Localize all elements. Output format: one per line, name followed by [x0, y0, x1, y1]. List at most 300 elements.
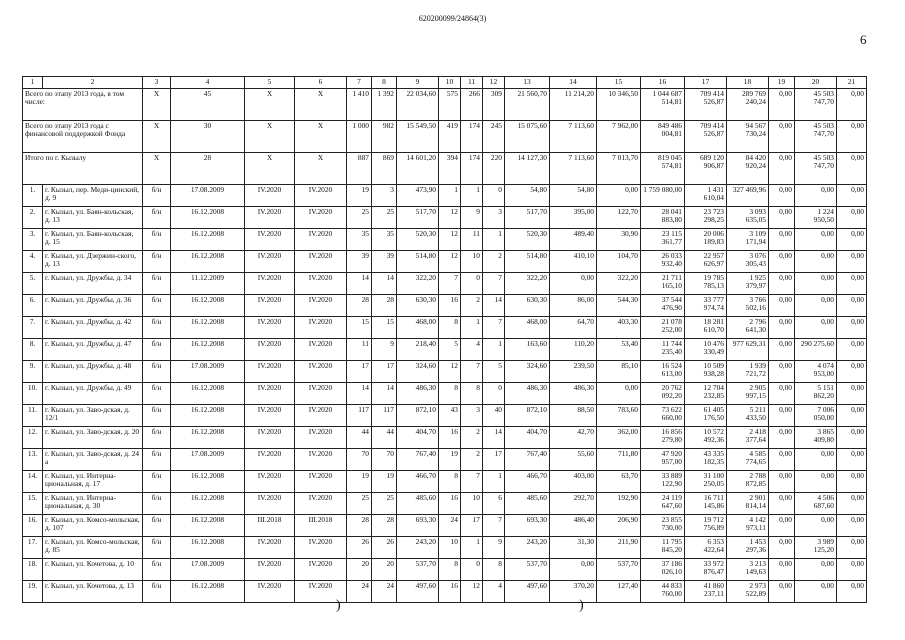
table-row [23, 185, 867, 207]
cell-c16: 819 045 574,81 [641, 153, 685, 185]
cell-c18: 3 109 171,94 [727, 229, 769, 251]
cell-c13: 21 560,70 [505, 89, 550, 121]
cell-c2: г. Кызыл, ул. Кочетова, д. 13 [43, 581, 143, 603]
cell-c7: 28 [347, 515, 372, 537]
cell-c10: 16 [439, 295, 461, 317]
cell-c16: 37 186 026,10 [641, 559, 685, 581]
cell-c12: 3 [483, 207, 505, 229]
cell-c10: 16 [439, 427, 461, 449]
cell-c20: 45 503 747,70 [795, 121, 837, 153]
cell-c19: 0,00 [769, 471, 795, 493]
cell-c20: 0,00 [795, 251, 837, 273]
cell-c19: 0,00 [769, 317, 795, 339]
cell-c1: 17. [23, 537, 43, 559]
column-number-4: 4 [171, 77, 245, 89]
cell-c7: 1 410 [347, 89, 372, 121]
cell-c12: 5 [483, 361, 505, 383]
column-number-21: 21 [837, 77, 867, 89]
cell-c2: г. Кызыл, ул. Дружбы, д. 48 [43, 361, 143, 383]
cell-c18: 84 420 920,24 [727, 153, 769, 185]
cell-c14: 11 214,20 [550, 89, 597, 121]
cell-c5: IV.2020 [245, 493, 295, 515]
cell-c11: 1 [461, 537, 483, 559]
cell-c21: 0,00 [837, 207, 867, 229]
cell-c5: IV.2020 [245, 295, 295, 317]
cell-c21: 0,00 [837, 185, 867, 207]
cell-c4: 17.08.2009 [171, 449, 245, 471]
cell-c17: 31 100 250,05 [685, 471, 727, 493]
summary-row [23, 153, 867, 185]
cell-c5: III.2018 [245, 515, 295, 537]
cell-c19: 0,00 [769, 185, 795, 207]
cell-c7: 17 [347, 361, 372, 383]
cell-c20: 0,00 [795, 295, 837, 317]
cell-c21: 0,00 [837, 229, 867, 251]
cell-c20: 5 151 862,20 [795, 383, 837, 405]
cell-c15: 10 346,50 [597, 89, 641, 121]
cell-c14: 486,30 [550, 383, 597, 405]
cell-c20: 0,00 [795, 515, 837, 537]
cell-c13: 630,30 [505, 295, 550, 317]
cell-c11: 7 [461, 471, 483, 493]
cell-c7: 70 [347, 449, 372, 471]
cell-c8: 17 [372, 361, 397, 383]
cell-c6: X [295, 89, 347, 121]
cell-c9: 22 034,60 [397, 89, 439, 121]
cell-c6: X [295, 153, 347, 185]
cell-c11: 2 [461, 449, 483, 471]
cell-c5: X [245, 153, 295, 185]
cell-c14: 86,00 [550, 295, 597, 317]
cell-c5: IV.2020 [245, 449, 295, 471]
cell-c5: IV.2020 [245, 273, 295, 295]
cell-c3: б/н [143, 493, 171, 515]
cell-c2: г. Кызыл, ул. Заво-дская, д. 12/1 [43, 405, 143, 427]
cell-c6: IV.2020 [295, 361, 347, 383]
cell-c13: 767,40 [505, 449, 550, 471]
cell-c15: 104,70 [597, 251, 641, 273]
cell-c8: 9 [372, 339, 397, 361]
cell-c2: г. Кызыл, ул. Заво-дская, д. 24 а [43, 449, 143, 471]
cell-c9: 15 549,50 [397, 121, 439, 153]
cell-c10: 394 [439, 153, 461, 185]
cell-c1: 3. [23, 229, 43, 251]
cell-c5: IV.2020 [245, 471, 295, 493]
column-number-6: 6 [295, 77, 347, 89]
cell-c1: 19. [23, 581, 43, 603]
cell-c16: 849 486 004,81 [641, 121, 685, 153]
cell-c18: 94 567 730,24 [727, 121, 769, 153]
cell-c4: 45 [171, 89, 245, 121]
cell-c14: 64,70 [550, 317, 597, 339]
table-row [23, 493, 867, 515]
cell-c13: 514,80 [505, 251, 550, 273]
cell-c17: 23 723 298,25 [685, 207, 727, 229]
cell-c13: 163,60 [505, 339, 550, 361]
document-id: 620200099/24864(3) [418, 14, 487, 23]
cell-c12: 7 [483, 515, 505, 537]
cell-c19: 0,00 [769, 449, 795, 471]
cell-c9: 322,20 [397, 273, 439, 295]
cell-c13: 693,30 [505, 515, 550, 537]
column-number-19: 19 [769, 77, 795, 89]
cell-c3: X [143, 153, 171, 185]
cell-c19: 0,00 [769, 295, 795, 317]
cell-c16: 73 622 660,00 [641, 405, 685, 427]
cell-c1: 5. [23, 273, 43, 295]
cell-c17: 41 860 237,11 [685, 581, 727, 603]
column-number-16: 16 [641, 77, 685, 89]
cell-c16: 26 033 932,40 [641, 251, 685, 273]
cell-c8: 3 [372, 185, 397, 207]
cell-c12: 1 [483, 229, 505, 251]
cell-c11: 174 [461, 153, 483, 185]
cell-c16: 16 524 613,00 [641, 361, 685, 383]
cell-c8: 869 [372, 153, 397, 185]
cell-c14: 7 113,60 [550, 121, 597, 153]
table-row [23, 229, 867, 251]
cell-c7: 24 [347, 581, 372, 603]
cell-c15: 53,40 [597, 339, 641, 361]
cell-c10: 24 [439, 515, 461, 537]
column-number-14: 14 [550, 77, 597, 89]
cell-c13: 468,00 [505, 317, 550, 339]
cell-c4: 16.12.2008 [171, 405, 245, 427]
cell-c20: 0,00 [795, 581, 837, 603]
cell-c3: б/н [143, 251, 171, 273]
cell-c8: 15 [372, 317, 397, 339]
cell-c21: 0,00 [837, 537, 867, 559]
cell-c19: 0,00 [769, 493, 795, 515]
cell-c6: IV.2020 [295, 273, 347, 295]
cell-c9: 486,30 [397, 383, 439, 405]
cell-c9: 630,30 [397, 295, 439, 317]
cell-c10: 8 [439, 559, 461, 581]
cell-c8: 28 [372, 515, 397, 537]
cell-c7: 14 [347, 273, 372, 295]
table-row [23, 383, 867, 405]
column-number-18: 18 [727, 77, 769, 89]
cell-c9: 520,30 [397, 229, 439, 251]
cell-c19: 0,00 [769, 383, 795, 405]
cell-c10: 12 [439, 229, 461, 251]
cell-c19: 0,00 [769, 427, 795, 449]
cell-c12: 4 [483, 581, 505, 603]
cell-c7: 35 [347, 229, 372, 251]
cell-c15: 537,70 [597, 559, 641, 581]
cell-c18: 2 973 522,89 [727, 581, 769, 603]
cell-c16: 47 920 957,00 [641, 449, 685, 471]
cell-c9: 466,70 [397, 471, 439, 493]
table-row [23, 273, 867, 295]
cell-c8: 14 [372, 273, 397, 295]
column-number-20: 20 [795, 77, 837, 89]
cell-c13: 520,30 [505, 229, 550, 251]
cell-c14: 370,20 [550, 581, 597, 603]
cell-c9: 324,60 [397, 361, 439, 383]
table-row [23, 537, 867, 559]
cell-c19: 0,00 [769, 273, 795, 295]
column-number-15: 15 [597, 77, 641, 89]
cell-c14: 7 113,60 [550, 153, 597, 185]
cell-c19: 0,00 [769, 405, 795, 427]
cell-c21: 0,00 [837, 449, 867, 471]
column-number-3: 3 [143, 77, 171, 89]
cell-c3: б/н [143, 405, 171, 427]
cell-c8: 1 392 [372, 89, 397, 121]
cell-c4: 16.12.2008 [171, 295, 245, 317]
cell-c15: 63,70 [597, 471, 641, 493]
cell-c12: 7 [483, 273, 505, 295]
cell-c11: 3 [461, 405, 483, 427]
cell-c3: X [143, 121, 171, 153]
cell-c21: 0,00 [837, 493, 867, 515]
column-number-12: 12 [483, 77, 505, 89]
summary-row [23, 89, 867, 121]
cell-c9: 517,70 [397, 207, 439, 229]
cell-c14: 292,70 [550, 493, 597, 515]
cell-c10: 1 [439, 185, 461, 207]
cell-c1: 4. [23, 251, 43, 273]
cell-c21: 0,00 [837, 317, 867, 339]
cell-c21: 0,00 [837, 383, 867, 405]
cell-c4: 28 [171, 153, 245, 185]
cell-c3: б/н [143, 383, 171, 405]
cell-c14: 395,00 [550, 207, 597, 229]
cell-c9: 473,90 [397, 185, 439, 207]
cell-c10: 19 [439, 449, 461, 471]
cell-c9: 404,70 [397, 427, 439, 449]
cell-c1: 16. [23, 515, 43, 537]
table-row [23, 449, 867, 471]
cell-c11: 17 [461, 515, 483, 537]
cell-c19: 0,00 [769, 339, 795, 361]
cell-c20: 0,00 [795, 185, 837, 207]
cell-c18: 4 142 973,11 [727, 515, 769, 537]
cell-c15: 30,90 [597, 229, 641, 251]
cell-c21: 0,00 [837, 405, 867, 427]
cell-c21: 0,00 [837, 153, 867, 185]
cell-c16: 20 762 092,20 [641, 383, 685, 405]
cell-c5: IV.2020 [245, 427, 295, 449]
cell-c21: 0,00 [837, 273, 867, 295]
cell-c20: 45 503 747,70 [795, 89, 837, 121]
cell-c12: 1 [483, 471, 505, 493]
cell-c1: 14. [23, 471, 43, 493]
cell-c17: 1 431 610,04 [685, 185, 727, 207]
cell-c8: 35 [372, 229, 397, 251]
cell-c2: г. Кызыл, ул. Интерна-циональная, д. 30 [43, 493, 143, 515]
cell-c7: 117 [347, 405, 372, 427]
cell-c8: 44 [372, 427, 397, 449]
cell-c20: 0,00 [795, 229, 837, 251]
cell-c15: 544,30 [597, 295, 641, 317]
cell-c12: 7 [483, 317, 505, 339]
cell-c7: 25 [347, 493, 372, 515]
cell-c5: IV.2020 [245, 185, 295, 207]
cell-c18: 1 939 721,72 [727, 361, 769, 383]
cell-c21: 0,00 [837, 515, 867, 537]
cell-c9: 485,60 [397, 493, 439, 515]
column-number-2: 2 [43, 77, 143, 89]
cell-c6: IV.2020 [295, 493, 347, 515]
cell-c13: 322,20 [505, 273, 550, 295]
cell-c1: 11. [23, 405, 43, 427]
cell-c1: 18. [23, 559, 43, 581]
cell-c16: 37 544 476,90 [641, 295, 685, 317]
cell-c11: 266 [461, 89, 483, 121]
cell-c17: 22 957 626,97 [685, 251, 727, 273]
cell-c13: 14 127,30 [505, 153, 550, 185]
cell-c21: 0,00 [837, 251, 867, 273]
cell-c10: 8 [439, 383, 461, 405]
cell-c13: 537,70 [505, 559, 550, 581]
cell-c3: б/н [143, 273, 171, 295]
cell-c20: 0,00 [795, 559, 837, 581]
cell-c3: б/н [143, 361, 171, 383]
cell-c17: 16 711 145,86 [685, 493, 727, 515]
cell-c10: 10 [439, 537, 461, 559]
cell-c19: 0,00 [769, 361, 795, 383]
cell-c11: 9 [461, 207, 483, 229]
cell-c8: 19 [372, 471, 397, 493]
cell-c13: 54,80 [505, 185, 550, 207]
cell-c19: 0,00 [769, 229, 795, 251]
cell-c6: IV.2020 [295, 229, 347, 251]
cell-c7: 20 [347, 559, 372, 581]
cell-c5: IV.2020 [245, 317, 295, 339]
cell-c21: 0,00 [837, 89, 867, 121]
cell-c9: 767,40 [397, 449, 439, 471]
cell-c2: г. Кызыл, ул. Интерна-циональная, д. 17 [43, 471, 143, 493]
cell-c6: IV.2020 [295, 317, 347, 339]
cell-c19: 0,00 [769, 207, 795, 229]
cell-c18: 3 766 502,16 [727, 295, 769, 317]
cell-c4: 17.08.2009 [171, 559, 245, 581]
cell-c18: 289 769 240,24 [727, 89, 769, 121]
cell-c17: 689 120 906,87 [685, 153, 727, 185]
cell-c18: 2 788 872,85 [727, 471, 769, 493]
cell-c11: 4 [461, 339, 483, 361]
cell-c15: 85,10 [597, 361, 641, 383]
cell-c14: 54,80 [550, 185, 597, 207]
cell-c19: 0,00 [769, 537, 795, 559]
cell-c10: 16 [439, 493, 461, 515]
cell-c5: IV.2020 [245, 405, 295, 427]
cell-c8: 39 [372, 251, 397, 273]
cell-c10: 7 [439, 273, 461, 295]
cell-c7: 19 [347, 185, 372, 207]
cell-c20: 0,00 [795, 449, 837, 471]
page-number: 6 [860, 32, 867, 47]
cell-c4: 16.12.2008 [171, 383, 245, 405]
cell-c1: 1. [23, 185, 43, 207]
cell-c12: 14 [483, 427, 505, 449]
cell-c8: 25 [372, 207, 397, 229]
cell-c11: 12 [461, 581, 483, 603]
cell-c3: б/н [143, 295, 171, 317]
summary-label: Итого по г. Кызылу [23, 153, 143, 185]
cell-c1: 12. [23, 427, 43, 449]
cell-c17: 10 509 938,28 [685, 361, 727, 383]
column-number-13: 13 [505, 77, 550, 89]
table-row [23, 361, 867, 383]
cell-c21: 0,00 [837, 295, 867, 317]
cell-c4: 16.12.2008 [171, 537, 245, 559]
cell-c3: б/н [143, 471, 171, 493]
cell-c5: X [245, 89, 295, 121]
cell-c5: IV.2020 [245, 251, 295, 273]
cell-c1: 7. [23, 317, 43, 339]
cell-c6: IV.2020 [295, 295, 347, 317]
cell-c18: 2 901 814,14 [727, 493, 769, 515]
cell-c6: IV.2020 [295, 405, 347, 427]
cell-c13: 404,70 [505, 427, 550, 449]
cell-c11: 7 [461, 361, 483, 383]
cell-c6: IV.2020 [295, 383, 347, 405]
column-number-1: 1 [23, 77, 43, 89]
cell-c13: 324,60 [505, 361, 550, 383]
cell-c15: 783,60 [597, 405, 641, 427]
cell-c12: 1 [483, 339, 505, 361]
cell-c10: 12 [439, 207, 461, 229]
cell-c17: 10 572 492,36 [685, 427, 727, 449]
cell-c19: 0,00 [769, 251, 795, 273]
cell-c20: 45 503 747,70 [795, 153, 837, 185]
cell-c20: 4 506 687,60 [795, 493, 837, 515]
cell-c15: 211,90 [597, 537, 641, 559]
cell-c6: IV.2020 [295, 449, 347, 471]
cell-c2: г. Кызыл, ул. Дружбы, д. 42 [43, 317, 143, 339]
cell-c10: 12 [439, 361, 461, 383]
cell-c18: 327 469,96 [727, 185, 769, 207]
cell-c7: 11 [347, 339, 372, 361]
cell-c20: 7 006 050,00 [795, 405, 837, 427]
cell-c14: 403,00 [550, 471, 597, 493]
cell-c2: г. Кызыл, ул. Кочетова, д. 10 [43, 559, 143, 581]
cell-c5: IV.2020 [245, 361, 295, 383]
cell-c13: 517,70 [505, 207, 550, 229]
cell-c14: 55,60 [550, 449, 597, 471]
cell-c6: IV.2020 [295, 559, 347, 581]
cell-c3: б/н [143, 229, 171, 251]
cell-c7: 15 [347, 317, 372, 339]
cell-c1: 13. [23, 449, 43, 471]
cell-c17: 709 414 526,87 [685, 121, 727, 153]
cell-c5: IV.2020 [245, 559, 295, 581]
cell-c4: 16.12.2008 [171, 339, 245, 361]
cell-c1: 8. [23, 339, 43, 361]
cell-c21: 0,00 [837, 559, 867, 581]
cell-c4: 16.12.2008 [171, 317, 245, 339]
cell-c14: 486,40 [550, 515, 597, 537]
cell-c2: г. Кызыл, ул. Дружбы, д. 34 [43, 273, 143, 295]
cell-c18: 1 453 297,36 [727, 537, 769, 559]
bracket-mark: ) [579, 598, 584, 613]
page-marks [0, 598, 905, 618]
cell-c19: 0,00 [769, 89, 795, 121]
column-number-8: 8 [372, 77, 397, 89]
cell-c17: 12 704 232,85 [685, 383, 727, 405]
cell-c20: 3 989 125,20 [795, 537, 837, 559]
cell-c2: г. Кызыл, ул. Баян-кольская, д. 13 [43, 207, 143, 229]
cell-c4: 16.12.2008 [171, 515, 245, 537]
cell-c13: 486,30 [505, 383, 550, 405]
cell-c11: 0 [461, 559, 483, 581]
cell-c11: 174 [461, 121, 483, 153]
cell-c17: 18 281 610,70 [685, 317, 727, 339]
cell-c14: 0,00 [550, 559, 597, 581]
